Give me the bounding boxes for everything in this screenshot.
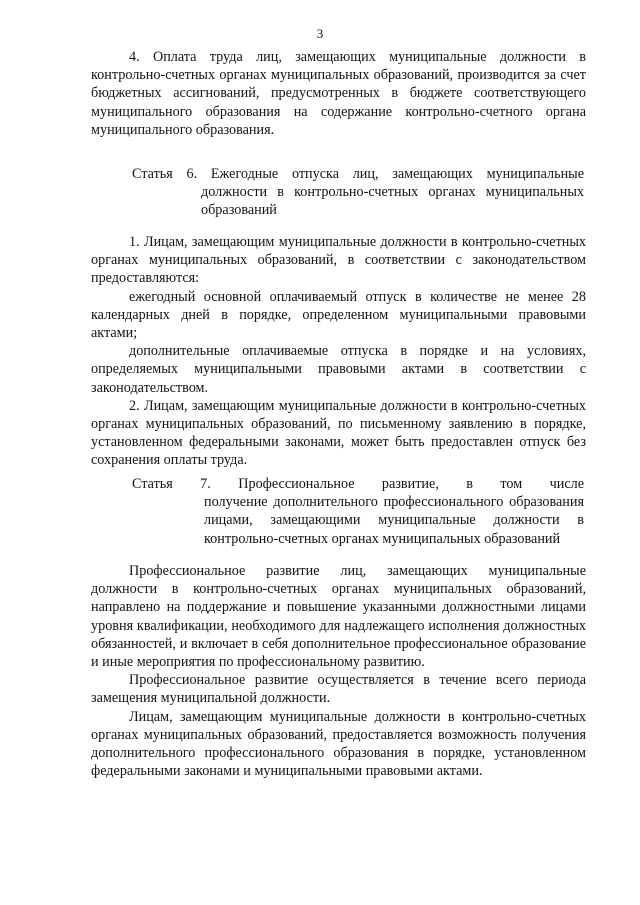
article-7-title-line: Профессиональное развитие, в том числе bbox=[238, 476, 585, 492]
article-6-title-line: Ежегодные отпуска лиц, замещающих муниципальные bbox=[210, 166, 584, 182]
article-7-title-continued: получение дополнительного профессионального образования лицами, замещающими муниципальные должности в контрольно-счетных органах муниципальных образований bbox=[204, 494, 584, 547]
page-number: 3 bbox=[316, 26, 324, 41]
paragraph-4 bbox=[91, 48, 586, 139]
article-7-paragraph: Профессиональное развитие осуществляется в течение всего периода замещения муниципальной должности. bbox=[91, 672, 586, 707]
article-7-heading bbox=[132, 475, 584, 548]
article-6-label: Статья 6. bbox=[132, 166, 198, 182]
article-7-paragraph: Профессиональное развитие лиц, замещающих муниципальные должности в контрольно-счетных органах муниципальных образований, направлено на поддержание и повышение указанными должностными лицами уровня квалификации, необходимого для надлежащего исполнения должностных обязанностей, и включает в себя дополнительное профессиональное образование и иные мероприятия по профессиональному развитию. bbox=[91, 563, 586, 671]
article-6-paragraph: 1. Лицам, замещающим муниципальные должности в контрольно-счетных органах муниципальных образований, в соответствии с законодательством предоставляются: bbox=[91, 234, 586, 287]
article-6-title-continued: должности в контрольно-счетных органах муниципальных образований bbox=[201, 184, 584, 219]
article-6-paragraph: 2. Лицам, замещающим муниципальные должности в контрольно-счетных органах муниципальных образований, по письменному заявлению в порядке, установленном федеральными законами, может быть предоставлен отпуск без сохранения оплаты труда. bbox=[91, 397, 586, 469]
article-6-body bbox=[91, 233, 586, 470]
article-6-paragraph: дополнительные оплачиваемые отпуска в порядке и на условиях, определяемых муниципальными правовыми актами в соответствии с законодательством. bbox=[91, 343, 586, 396]
article-7-label: Статья 7. bbox=[132, 476, 211, 492]
article-6-paragraph: ежегодный основной оплачиваемый отпуск в количестве не менее 28 календарных дней в порядке, определенном муниципальными правовыми актами; bbox=[91, 288, 586, 342]
article-6-heading bbox=[132, 165, 584, 220]
article-7-paragraph: Лицам, замещающим муниципальные должности в контрольно-счетных органах муниципальных образований, предоставляется возможность получения дополнительного профессионального образования в порядке, установленном федеральными законами и муниципальными правовыми актами. bbox=[91, 708, 586, 780]
paragraph-4-text: 4. Оплата труда лиц, замещающих муниципальные должности в контрольно-счетных органах муниципальных образований, производится за счет бюджетных ассигнований, предусмотренных в бюджете соответствующего муниципального образования на содержание контрольно-счетного органа муниципального образования. bbox=[91, 49, 586, 138]
article-7-body bbox=[91, 562, 586, 780]
